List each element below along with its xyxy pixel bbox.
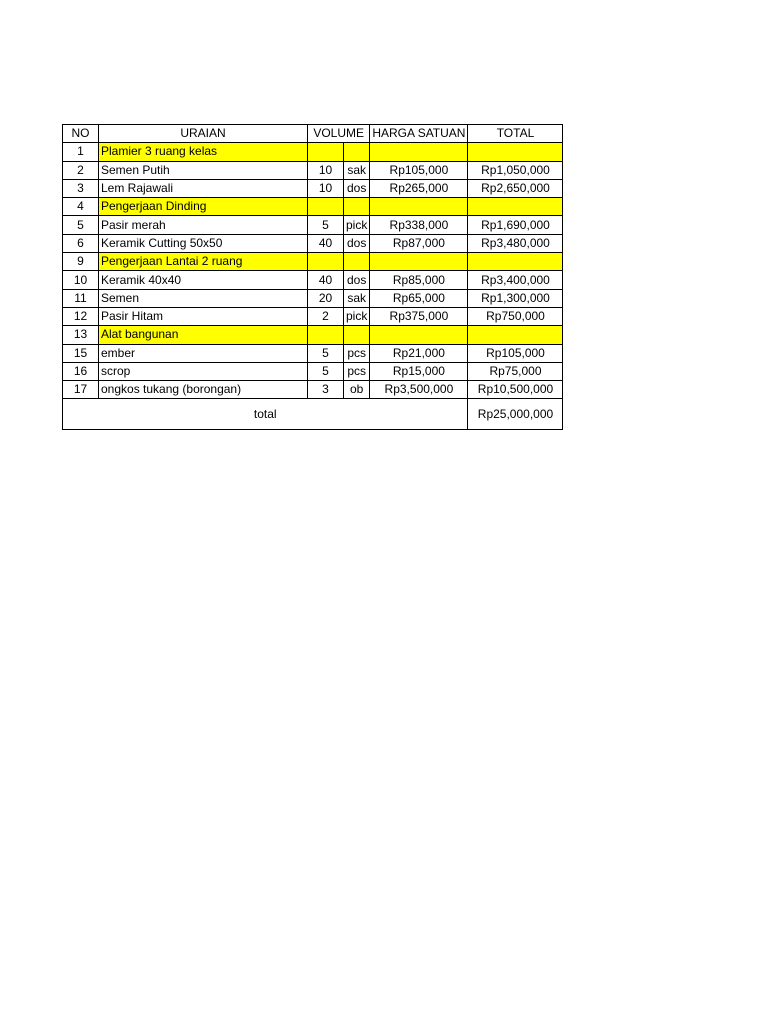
cell-volume-unit[interactable]: pick [344,307,370,325]
cell-volume-unit[interactable]: pick [344,216,370,234]
cell-harga-satuan[interactable] [370,326,468,344]
cell-harga-satuan[interactable]: Rp15,000 [370,362,468,380]
cell-harga-satuan[interactable] [370,198,468,216]
cell-volume-unit[interactable]: dos [344,271,370,289]
table-body [63,143,563,399]
cell-total[interactable] [468,326,563,344]
table-row [63,179,563,197]
cell-harga-satuan[interactable]: Rp375,000 [370,307,468,325]
cell-volume-unit[interactable]: dos [344,234,370,252]
cell-no[interactable]: 9 [63,253,99,271]
cell-harga-satuan[interactable]: Rp265,000 [370,179,468,197]
table-row [63,307,563,325]
table-header [63,125,563,143]
section-row [63,143,563,161]
cell-volume-unit[interactable]: sak [344,289,370,307]
cell-no[interactable]: 1 [63,143,99,161]
cell-volume-unit[interactable]: dos [344,179,370,197]
cell-harga-satuan[interactable]: Rp65,000 [370,289,468,307]
total-label[interactable]: total [63,399,468,430]
cell-volume-unit[interactable]: pcs [344,362,370,380]
cell-volume-qty[interactable]: 5 [308,216,344,234]
cell-volume-unit[interactable] [344,198,370,216]
header-volume[interactable]: VOLUME [308,125,370,143]
cell-volume-qty[interactable] [308,198,344,216]
cell-volume-qty[interactable]: 3 [308,381,344,399]
cell-volume-qty[interactable]: 2 [308,307,344,325]
cell-volume-qty[interactable] [308,143,344,161]
section-row [63,253,563,271]
header-row [63,125,563,143]
cell-no[interactable]: 12 [63,307,99,325]
cell-volume-qty[interactable]: 5 [308,344,344,362]
cell-uraian[interactable]: Alat bangunan [99,326,308,344]
header-no[interactable]: NO [63,125,99,143]
cell-uraian[interactable]: ember [99,344,308,362]
cell-uraian[interactable]: Semen Putih [99,161,308,179]
cell-total[interactable]: Rp1,690,000 [468,216,563,234]
cell-total[interactable] [468,198,563,216]
cell-volume-unit[interactable] [344,253,370,271]
cell-uraian[interactable]: Semen [99,289,308,307]
cell-harga-satuan[interactable]: Rp338,000 [370,216,468,234]
cell-total[interactable]: Rp105,000 [468,344,563,362]
table-row [63,362,563,380]
section-row [63,326,563,344]
cell-volume-qty[interactable]: 40 [308,271,344,289]
cell-no[interactable]: 17 [63,381,99,399]
table-row [63,344,563,362]
cell-no[interactable]: 2 [63,161,99,179]
cell-total[interactable]: Rp1,300,000 [468,289,563,307]
header-total[interactable]: TOTAL [468,125,563,143]
cell-volume-qty[interactable]: 10 [308,179,344,197]
cell-volume-qty[interactable]: 5 [308,362,344,380]
cell-no[interactable]: 13 [63,326,99,344]
table-row [63,271,563,289]
cell-harga-satuan[interactable]: Rp21,000 [370,344,468,362]
header-uraian[interactable]: URAIAN [99,125,308,143]
cell-total[interactable] [468,143,563,161]
cell-volume-unit[interactable]: sak [344,161,370,179]
cell-total[interactable]: Rp750,000 [468,307,563,325]
cell-uraian[interactable]: Keramik Cutting 50x50 [99,234,308,252]
table-row [63,161,563,179]
cell-total[interactable]: Rp2,650,000 [468,179,563,197]
cell-uraian[interactable]: Pengerjaan Dinding [99,198,308,216]
cell-volume-qty[interactable] [308,326,344,344]
cell-harga-satuan[interactable]: Rp105,000 [370,161,468,179]
cell-uraian[interactable]: Lem Rajawali [99,179,308,197]
cell-uraian[interactable]: ongkos tukang (borongan) [99,381,308,399]
cell-volume-qty[interactable]: 20 [308,289,344,307]
cell-harga-satuan[interactable] [370,143,468,161]
cell-harga-satuan[interactable]: Rp85,000 [370,271,468,289]
cell-volume-unit[interactable]: ob [344,381,370,399]
cell-uraian[interactable]: Plamier 3 ruang kelas [99,143,308,161]
header-harga-satuan[interactable]: HARGA SATUAN [370,125,468,143]
cell-uraian[interactable]: Pengerjaan Lantai 2 ruang [99,253,308,271]
cell-uraian[interactable]: Keramik 40x40 [99,271,308,289]
table-footer [63,399,563,430]
cell-volume-qty[interactable]: 10 [308,161,344,179]
cost-estimate-table [62,124,563,430]
cell-uraian[interactable]: scrop [99,362,308,380]
total-row [63,399,563,430]
cell-total[interactable]: Rp3,400,000 [468,271,563,289]
cell-harga-satuan[interactable] [370,253,468,271]
cell-total[interactable]: Rp1,050,000 [468,161,563,179]
cell-total[interactable] [468,253,563,271]
cell-harga-satuan[interactable]: Rp3,500,000 [370,381,468,399]
table-row [63,234,563,252]
cell-volume-unit[interactable]: pcs [344,344,370,362]
cell-no[interactable]: 11 [63,289,99,307]
cell-volume-unit[interactable] [344,143,370,161]
cell-harga-satuan[interactable]: Rp87,000 [370,234,468,252]
grand-total-value[interactable]: Rp25,000,000 [468,399,563,430]
cell-no[interactable]: 15 [63,344,99,362]
cell-volume-unit[interactable] [344,326,370,344]
section-row [63,198,563,216]
cell-volume-qty[interactable] [308,253,344,271]
cell-no[interactable]: 10 [63,271,99,289]
cell-total[interactable]: Rp10,500,000 [468,381,563,399]
cell-no[interactable]: 16 [63,362,99,380]
cell-total[interactable]: Rp75,000 [468,362,563,380]
cell-no[interactable]: 6 [63,234,99,252]
table-row [63,381,563,399]
table-row [63,289,563,307]
cell-uraian[interactable]: Pasir Hitam [99,307,308,325]
cell-uraian[interactable]: Pasir merah [99,216,308,234]
cell-volume-qty[interactable]: 40 [308,234,344,252]
cell-no[interactable]: 4 [63,198,99,216]
cell-no[interactable]: 5 [63,216,99,234]
cell-no[interactable]: 3 [63,179,99,197]
cell-total[interactable]: Rp3,480,000 [468,234,563,252]
table-row [63,216,563,234]
